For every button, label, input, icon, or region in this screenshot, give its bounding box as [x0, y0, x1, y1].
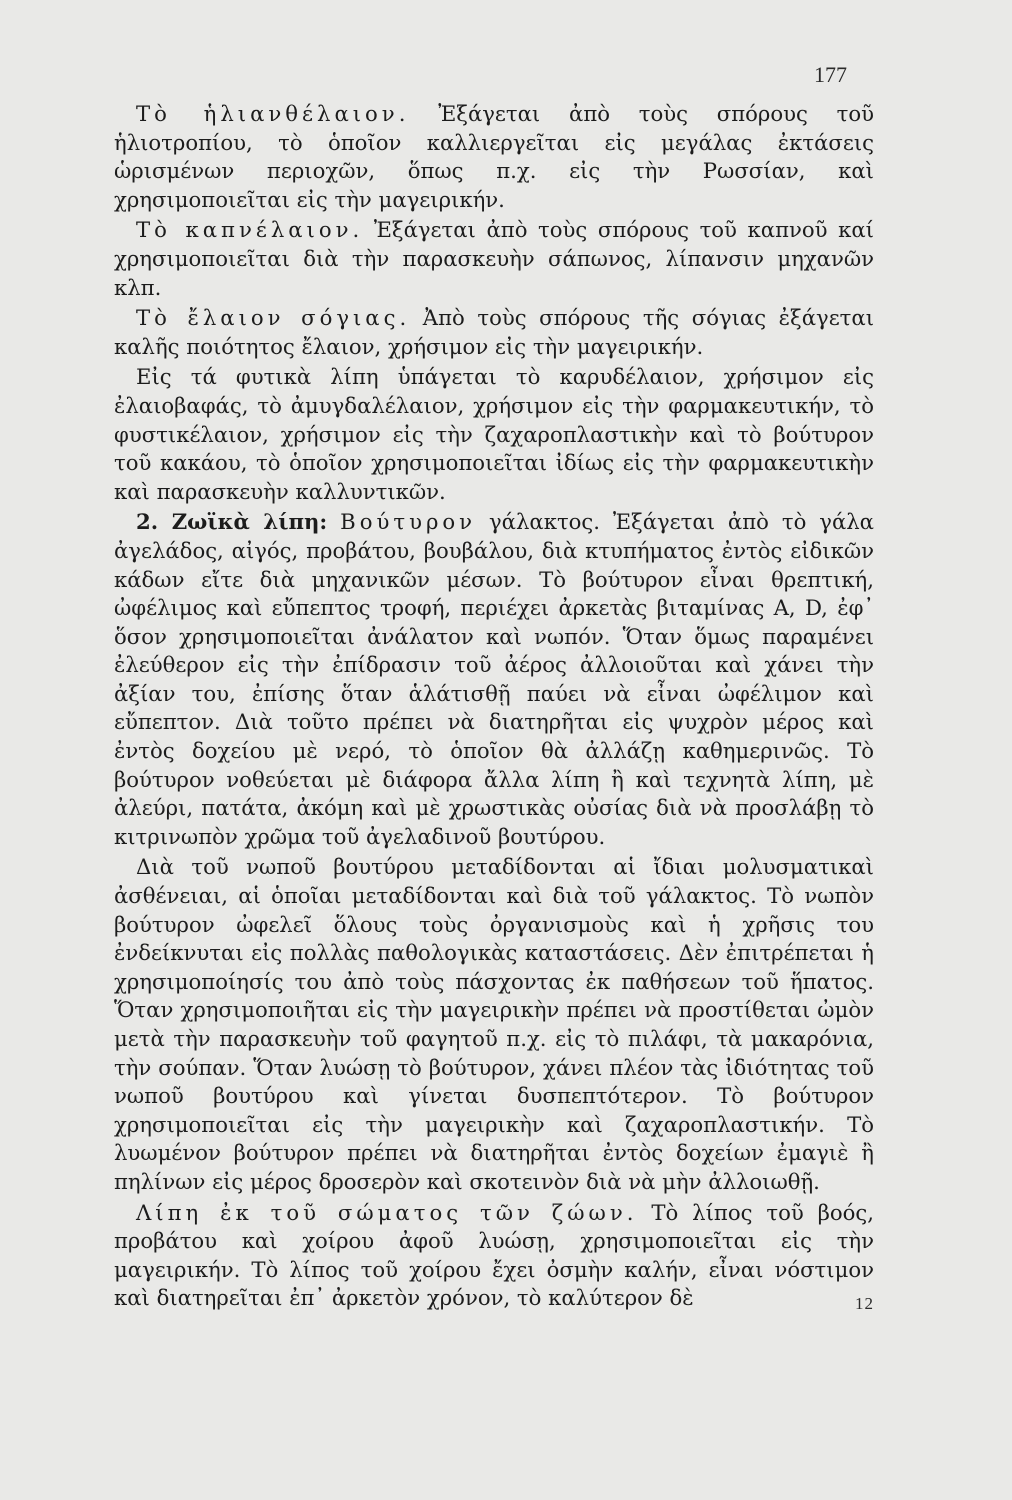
paragraph-plant-fats: [114, 363, 874, 506]
section-animal-fats: [114, 508, 874, 851]
paragraph-text: Ἀπὸ τοὺς σπόρους τῆς σόγιας ἐξάγεται καλῆς ποιότητος ἔλαιον, χρήσιμον εἰς τὴν μαγειρικήν.: [114, 305, 875, 359]
term-body-fats: Λίπη ἐκ τοῦ σώματος τῶν ζώων.: [136, 1199, 638, 1225]
paragraph-sunflower-oil: [114, 100, 874, 214]
term-soy-oil: Τὸ ἔλαιον σόγιας.: [136, 305, 411, 331]
paragraph-text: Εἰς τά φυτικὰ λίπη ὑπάγεται τὸ καρυδέλαιον, χρήσιμον εἰς ἐλαιοβαφάς, τὸ ἀμυγδαλέλαιον, χρήσιμον εἰς τὴν φαρμακευτικήν, τὸ φυστικέλαιον, χρήσιμον εἰς τὴν ζαχαροπλαστικὴν καὶ τὸ βούτυρον τοῦ κακάου, τὸ ὁποῖον χρησιμοποιεῖται ἰδίως εἰς τὴν φαρμακευτικὴν καὶ παρασκευὴν καλλυντικῶν.: [114, 364, 874, 504]
section-heading: 2. Ζωϊκὰ λίπη:: [136, 509, 328, 535]
term-butter: Βούτυρον: [340, 509, 477, 535]
paragraph-text: γάλακτος. Ἐξάγεται ἀπὸ τὸ γάλα ἀγελάδος, αἰγός, προβάτου, βουβάλου, διὰ κτυπήματος ἐντὸς εἰδικῶν κάδων εἴτε διὰ μηχανικῶν μέσων. Τὸ βούτυρον εἶναι θρεπτική, ὠφέλιμος καὶ εὔπεπτος τροφή, περιέχει ἀρκετὰς βιταμίνας A, D, ἐφ᾽ ὅσον χρησιμοποιεῖται ἀνάλατον καὶ νωπόν. Ὅταν ὅμως παραμένει ἐλεύθερον εἰς τὴν ἐπίδρασιν τοῦ ἀέρος ἀλλοιοῦται καὶ χάνει τὴν ἀξίαν του, ἐπίσης ὅταν ἁλάτισθῇ παύει νὰ εἶναι ὠφέλιμον καὶ εὔπεπτον. Διὰ τοῦτο πρέπει νὰ διατηρῆται εἰς ψυχρὸν μέρος καὶ ἐντὸς δοχείου μὲ νερό, τὸ ὁποῖον θὰ ἀλλάζῃ καθημερινῶς. Τὸ βούτυρον νοθεύεται μὲ διάφορα ἄλλα λίπη ἢ καὶ τεχνητὰ λίπη, μὲ ἀλεύρι, πατάτα, ἀκόμη καὶ μὲ χρωστικὰς οὐσίας διὰ νὰ προσλάβῃ τὸ κιτρινωπὸν χρῶμα τοῦ ἀγελαδινοῦ βουτύρου.: [114, 509, 874, 849]
paragraph-text: Ἐξάγεται ἀπὸ τοὺς σπόρους τοῦ ἡλιοτροπίου, τὸ ὁποῖον καλλιεργεῖται εἰς μεγάλας ἐκτάσεις ὡρισμένων περιοχῶν, ὅπως π.χ. εἰς τὴν Ρωσσίαν, καὶ χρησιμοποιεῖται εἰς τὴν μαγειρικήν.: [114, 101, 875, 212]
paragraph-tobacco-oil: [114, 216, 874, 302]
page-number: 177: [814, 62, 847, 87]
signature-mark: 12: [855, 1294, 874, 1313]
term-tobacco-oil: Τὸ καπνέλαιον.: [136, 217, 364, 243]
paragraph-soy-oil: [114, 304, 874, 361]
term-sunflower-oil: Τὸ ἡλιανθέλαιον.: [136, 101, 410, 126]
paragraph-text: Ἐξάγεται ἀπὸ τοὺς σπόρους τοῦ καπνοῦ καί χρησιμοποιεῖται διὰ τὴν παρασκευὴν σάπωνος, λίπανσιν μηχανῶν κλπ.: [114, 217, 874, 300]
text-column: [114, 100, 874, 1313]
paragraph-text: Διὰ τοῦ νωποῦ βουτύρου μεταδίδονται αἱ ἴδιαι μολυσματικαὶ ἀσθένειαι, αἱ ὁποῖαι μεταδίδονται καὶ διὰ τοῦ γάλακτος. Τὸ νωπὸν βούτυρον ὠφελεῖ ὅλους τοὺς ὀργανισμοὺς καὶ ἡ χρῆσις του ἐνδείκνυται εἰς πολλὰς παθολογικὰς καταστάσεις. Δὲν ἐπιτρέπεται ἡ χρησιμοποίησίς του ἀπὸ τοὺς πάσχοντας ἐκ παθήσεων τοῦ ἥπατος. Ὅταν χρησιμοποιῆται εἰς τὴν μαγειρικὴν πρέπει νὰ προστίθεται ὠμὸν μετὰ τὴν παρασκευὴν τοῦ φαγητοῦ π.χ. εἰς τὸ πιλάφι, τὰ μακαρόνια, τὴν σούπαν. Ὅταν λυώσῃ τὸ βούτυρον, χάνει πλέον τὰς ἰδιότητας τοῦ νωποῦ βουτύρου καὶ γίνεται δυσπεπτότερον. Τὸ βούτυρον χρησιμοποιεῖται εἰς τὴν μαγειρικὴν καὶ ζαχαροπλαστικήν. Τὸ λυωμένον βούτυρον πρέπει νὰ διατηρῆται ἐντὸς δοχείων ἐμαγιὲ ἢ πηλίνων εἰς μέρος δροσερὸν καὶ σκοτεινὸν διὰ νὰ μὴν ἀλλοιωθῇ.: [114, 854, 874, 1194]
paragraph-fresh-butter: [114, 853, 874, 1196]
paragraph-body-fats: [114, 1199, 874, 1313]
paragraph-text: Τὸ λίπος τοῦ βοός, προβάτου καὶ χοίρου ἀφοῦ λυώσῃ, χρησιμοποιεῖται εἰς τὴν μαγειρικήν. Τὸ λίπος τοῦ χοίρου ἔχει ὀσμὴν καλήν, εἶναι νόστιμον καὶ διατηρεῖται ἐπ᾽ ἀρκετὸν χρόνον, τὸ καλύτερον δὲ: [114, 1199, 874, 1311]
